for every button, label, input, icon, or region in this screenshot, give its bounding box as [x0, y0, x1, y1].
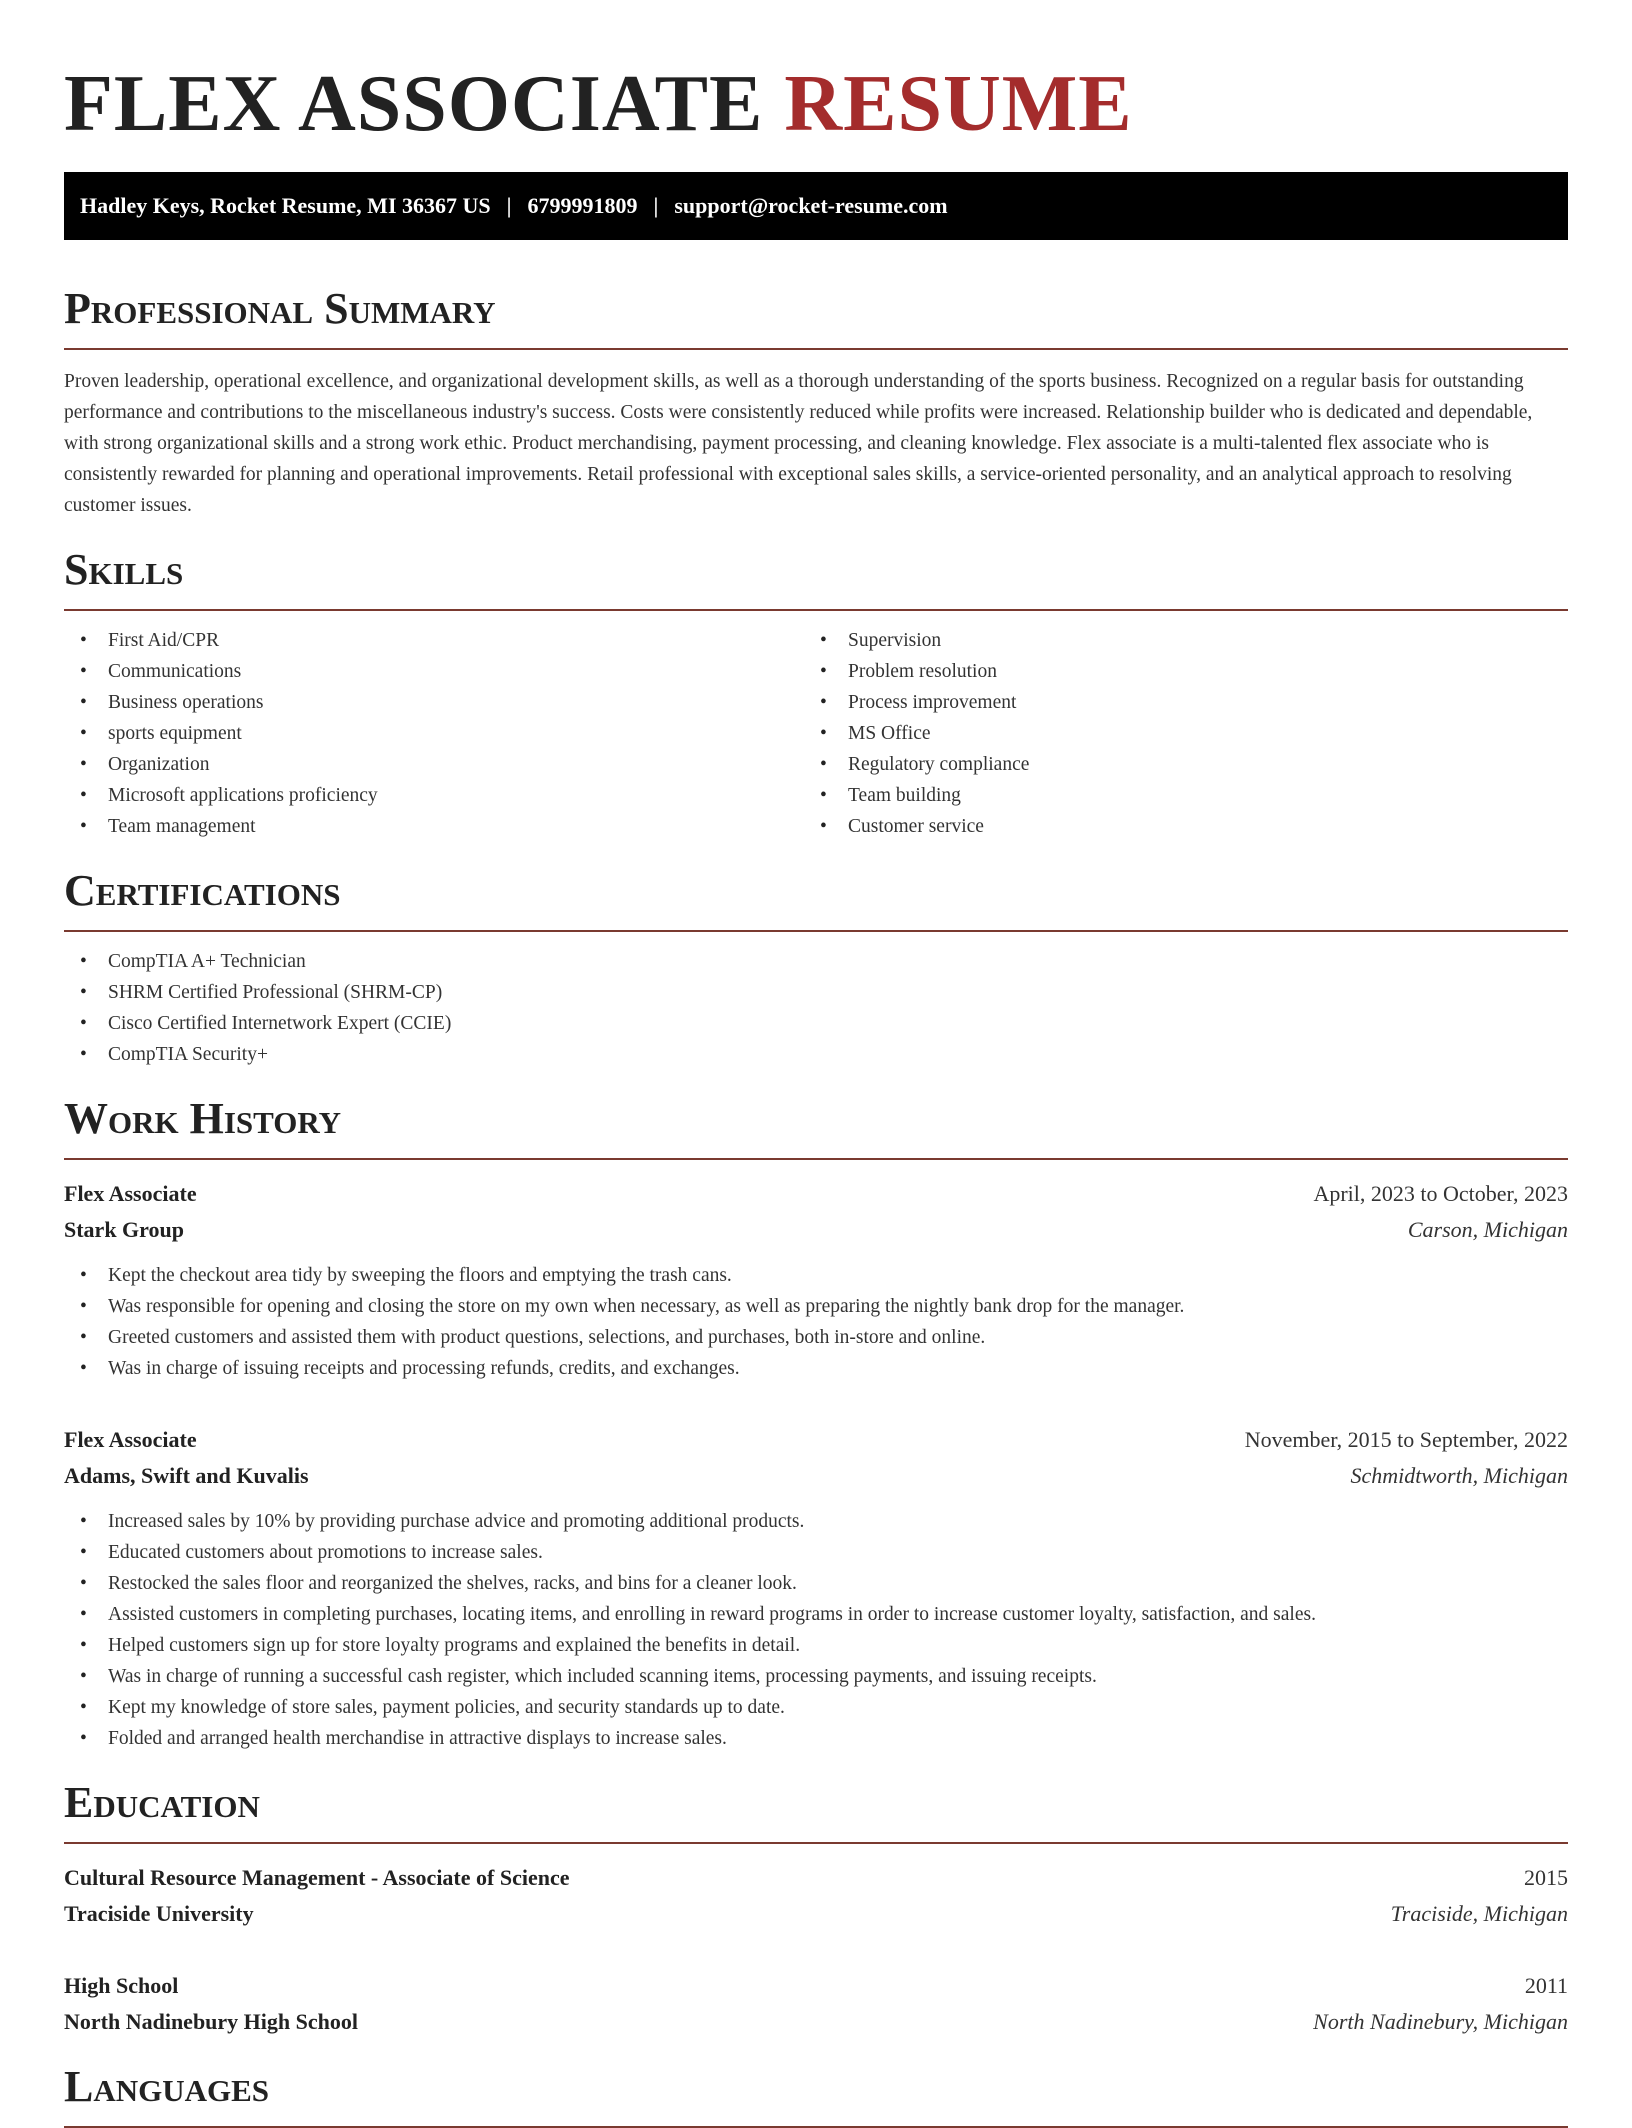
- list-item: • Helped customers sign up for store loyalty programs and explained the benefits in detail.: [64, 1630, 1568, 1661]
- education-degree-row: [64, 1968, 1568, 2004]
- job-company: Stark Group: [64, 1217, 185, 1242]
- list-item: • Was in charge of issuing receipts and processing refunds, credits, and exchanges.: [64, 1353, 1568, 1384]
- section-title: Skills: [64, 545, 1568, 611]
- summary-section: [64, 284, 1568, 521]
- list-item: • sports equipment: [64, 718, 804, 749]
- list-item: • Was responsible for opening and closing the store on my own when necessary, as well as preparing the nightly bank drop for the manager.: [64, 1291, 1568, 1322]
- job-location: Schmidtworth, Michigan: [1350, 1463, 1568, 1488]
- job-entry: [64, 1422, 1568, 1754]
- education-entry: [64, 1968, 1568, 2040]
- list-item: • Was in charge of running a successful cash register, which included scanning items, processing payments, and issuing receipts.: [64, 1661, 1568, 1692]
- skills-list-right: [804, 625, 1568, 842]
- languages-section: [64, 2062, 1568, 2128]
- contact-email: support@rocket-resume.com: [674, 193, 948, 218]
- job-title: Flex Associate: [64, 1427, 197, 1452]
- summary-text: Proven leadership, operational excellence, and organizational development skills, as well as a thorough understanding of the sports business. Recognized on a regular basis for outstanding performance and contributions to the miscellaneous industry's success. Costs were consistently reduced while profits were increased. Relationship builder who is dedicated and dependable, with strong organizational skills and a strong work ethic. Product merchandising, payment processing, and cleaning knowledge. Flex associate is a multi-talented flex associate who is consistently rewarded for planning and operational improvements. Retail professional with exceptional sales skills, a service-oriented personality, and an analytical approach to resolving customer issues.: [64, 371, 1533, 516]
- education-entry: [64, 1860, 1568, 1932]
- list-item: • Greeted customers and assisted them with product questions, selections, and purchases, both in-store and online.: [64, 1322, 1568, 1353]
- education-year: 2015: [1524, 1865, 1568, 1890]
- education-degree: High School: [64, 1973, 179, 1998]
- list-item: • Folded and arranged health merchandise in attractive displays to increase sales.: [64, 1723, 1568, 1754]
- list-item: • Organization: [64, 749, 804, 780]
- list-item: • Regulatory compliance: [804, 749, 1568, 780]
- list-item: • Assisted customers in completing purchases, locating items, and enrolling in reward programs in order to increase customer loyalty, satisfaction, and sales.: [64, 1599, 1568, 1630]
- job-company-row: [64, 1212, 1568, 1248]
- list-item: • Microsoft applications proficiency: [64, 780, 804, 811]
- list-item: • Communications: [64, 656, 804, 687]
- skills-grid: [64, 611, 1568, 842]
- contact-separator: |: [653, 193, 659, 218]
- list-item: • Cisco Certified Internetwork Expert (CCIE): [64, 1008, 1568, 1039]
- list-item: • Customer service: [804, 811, 1568, 842]
- list-item: • Process improvement: [804, 687, 1568, 718]
- education-year: 2011: [1524, 1973, 1568, 1998]
- list-item: • CompTIA A+ Technician: [64, 946, 1568, 977]
- job-entry: [64, 1176, 1568, 1384]
- certifications-list: [64, 946, 1568, 1070]
- job-dates: November, 2015 to September, 2022: [1244, 1427, 1568, 1452]
- list-item: • Kept my knowledge of store sales, payment policies, and security standards up to date.: [64, 1692, 1568, 1723]
- education-school-row: [64, 2004, 1568, 2040]
- list-item: • Business operations: [64, 687, 804, 718]
- job-location: Carson, Michigan: [1407, 1217, 1568, 1242]
- education-degree: Cultural Resource Management - Associate of Science: [64, 1865, 570, 1890]
- list-item: • Team building: [804, 780, 1568, 811]
- section-title: Education: [64, 1778, 1568, 1844]
- list-item: • Kept the checkout area tidy by sweeping the floors and emptying the trash cans.: [64, 1260, 1568, 1291]
- job-header-row: [64, 1422, 1568, 1458]
- list-item: • Educated customers about promotions to increase sales.: [64, 1537, 1568, 1568]
- education-section: [64, 1778, 1568, 2040]
- certifications-section: [64, 866, 1568, 1070]
- education-school-row: [64, 1896, 1568, 1932]
- resume-page: [64, 0, 1568, 2128]
- resume-title: [64, 58, 1568, 150]
- education-school: Traciside University: [64, 1901, 254, 1926]
- list-item: • Restocked the sales floor and reorganized the shelves, racks, and bins for a cleaner look.: [64, 1568, 1568, 1599]
- education-location: North Nadinebury, Michigan: [1313, 2009, 1568, 2034]
- list-item: • Problem resolution: [804, 656, 1568, 687]
- job-title: Flex Associate: [64, 1181, 197, 1206]
- list-item: • Team management: [64, 811, 804, 842]
- job-header-row: [64, 1176, 1568, 1212]
- list-item: • CompTIA Security+: [64, 1039, 1568, 1070]
- job-dates: April, 2023 to October, 2023: [1313, 1181, 1568, 1206]
- section-title: Work History: [64, 1094, 1568, 1160]
- section-title: Professional Summary: [64, 284, 1568, 350]
- job-company-row: [64, 1458, 1568, 1494]
- education-school: North Nadinebury High School: [64, 2009, 358, 2034]
- list-item: • Supervision: [804, 625, 1568, 656]
- section-title: Languages: [64, 2062, 1568, 2128]
- section-title: Certifications: [64, 866, 1568, 932]
- contact-bar: [64, 172, 1568, 240]
- skills-list-left: [64, 625, 804, 842]
- skills-section: [64, 545, 1568, 842]
- education-degree-row: [64, 1860, 1568, 1896]
- list-item: • First Aid/CPR: [64, 625, 804, 656]
- contact-phone: 6799991809: [527, 193, 638, 218]
- list-item: • SHRM Certified Professional (SHRM-CP): [64, 977, 1568, 1008]
- list-item: • MS Office: [804, 718, 1568, 749]
- job-bullets: [64, 1260, 1568, 1384]
- contact-separator: |: [506, 193, 512, 218]
- education-location: Traciside, Michigan: [1390, 1901, 1568, 1926]
- job-bullets: [64, 1506, 1568, 1754]
- contact-address: Hadley Keys, Rocket Resume, MI 36367 US: [80, 193, 491, 218]
- list-item: • Increased sales by 10% by providing purchase advice and promoting additional products.: [64, 1506, 1568, 1537]
- title-accent: RESUME: [784, 60, 1133, 148]
- title-main: FLEX ASSOCIATE: [64, 60, 764, 148]
- work-history-section: [64, 1094, 1568, 1754]
- job-company: Adams, Swift and Kuvalis: [64, 1463, 309, 1488]
